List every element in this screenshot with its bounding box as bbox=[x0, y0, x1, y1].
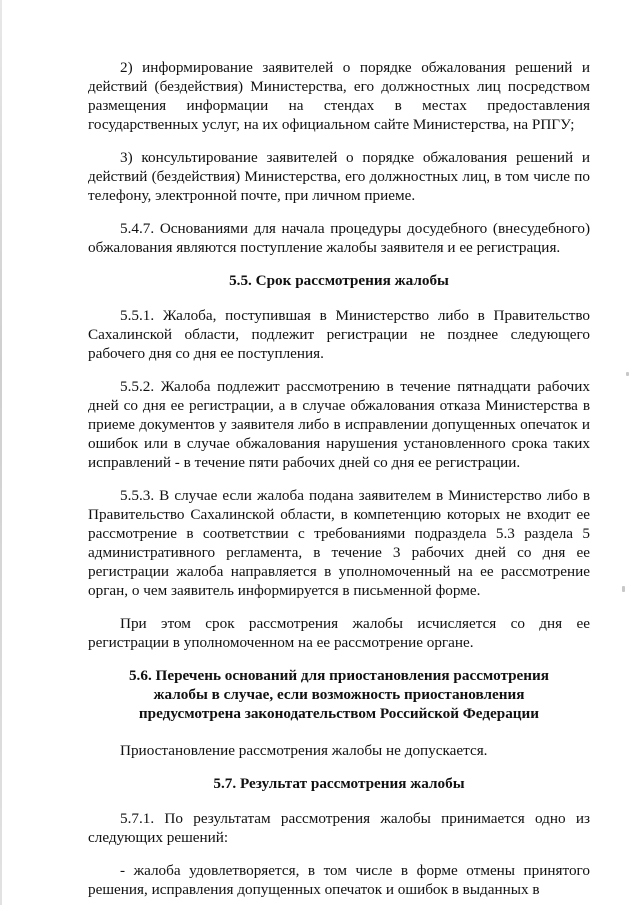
heading-5-6 bbox=[88, 666, 590, 723]
heading-5-6-line-3: предусмотрена законодательством Российской Федерации bbox=[138, 705, 540, 722]
paragraph-deadline-note: При этом срок рассмотрения жалобы исчисляется со дня ее регистрации в уполномоченном на ее рассмотрение органе. bbox=[88, 615, 590, 651]
scan-left-edge bbox=[0, 0, 2, 905]
paragraph-5-4-7: 5.4.7. Основаниями для начала процедуры досудебного (внесудебного) обжалования являются поступление жалобы заявителя и ее регистрация. bbox=[88, 220, 590, 256]
document-body bbox=[88, 58, 590, 913]
scan-speck bbox=[622, 586, 625, 592]
paragraph-5-7-1: 5.7.1. По результатам рассмотрения жалобы принимается одно из следующих решений: bbox=[88, 810, 590, 846]
heading-5-6-line-1: 5.6. Перечень оснований для приостановления рассмотрения bbox=[128, 667, 550, 684]
heading-5-6-line-2: жалобы в случае, если возможность приостановления bbox=[153, 686, 525, 703]
paragraph-5-5-3: 5.5.3. В случае если жалоба подана заявителем в Министерство либо в Правительство Сахалинской области, в компетенцию которых не входит ее рассмотрение в соответствии с требованиями подраздела 5.3 раздела 5 административного регламента, в течение 3 рабочих дней со дня ее регистрации жалоба направляется в уполномоченный на ее рассмотрение орган, о чем заявитель информируется в письменной форме. bbox=[88, 487, 590, 599]
heading-5-5: 5.5. Срок рассмотрения жалобы bbox=[229, 272, 449, 289]
paragraph-5-5-2: 5.5.2. Жалоба подлежит рассмотрению в течение пятнадцати рабочих дней со дня ее регистрации, а в случае обжалования отказа Министерства в приеме документов у заявителя либо в исправлении допущенных опечаток и ошибок или в случае обжалования нарушения установленного срока таких исправлений - в течение пяти рабочих дней со дня ее регистрации. bbox=[88, 378, 590, 471]
scan-speck bbox=[626, 372, 629, 376]
paragraph-inform-applicants: 2) информирование заявителей о порядке обжалования решений и действий (бездействия) Министерства, его должностных лиц посредством размещения информации на стендах в местах предоставления государственных услуг, на их официальном сайте Министерства, на РПГУ; bbox=[88, 59, 590, 133]
paragraph-no-suspension: Приостановление рассмотрения жалобы не допускается. bbox=[120, 742, 488, 759]
paragraph-complaint-satisfied: - жалоба удовлетворяется, в том числе в форме отмены принятого решения, исправления допущенных опечаток и ошибок в выданных в bbox=[88, 862, 590, 898]
paragraph-consult-applicants: 3) консультирование заявителей о порядке обжалования решений и действий (бездействия) Министерства, его должностных лиц, в том числе по телефону, электронной почте, при личном приеме. bbox=[88, 149, 590, 204]
paragraph-5-5-1: 5.5.1. Жалоба, поступившая в Министерство либо в Правительство Сахалинской области, подлежит регистрации не позднее следующего рабочего дня со дня ее поступления. bbox=[88, 307, 590, 362]
heading-5-7: 5.7. Результат рассмотрения жалобы bbox=[213, 775, 465, 792]
